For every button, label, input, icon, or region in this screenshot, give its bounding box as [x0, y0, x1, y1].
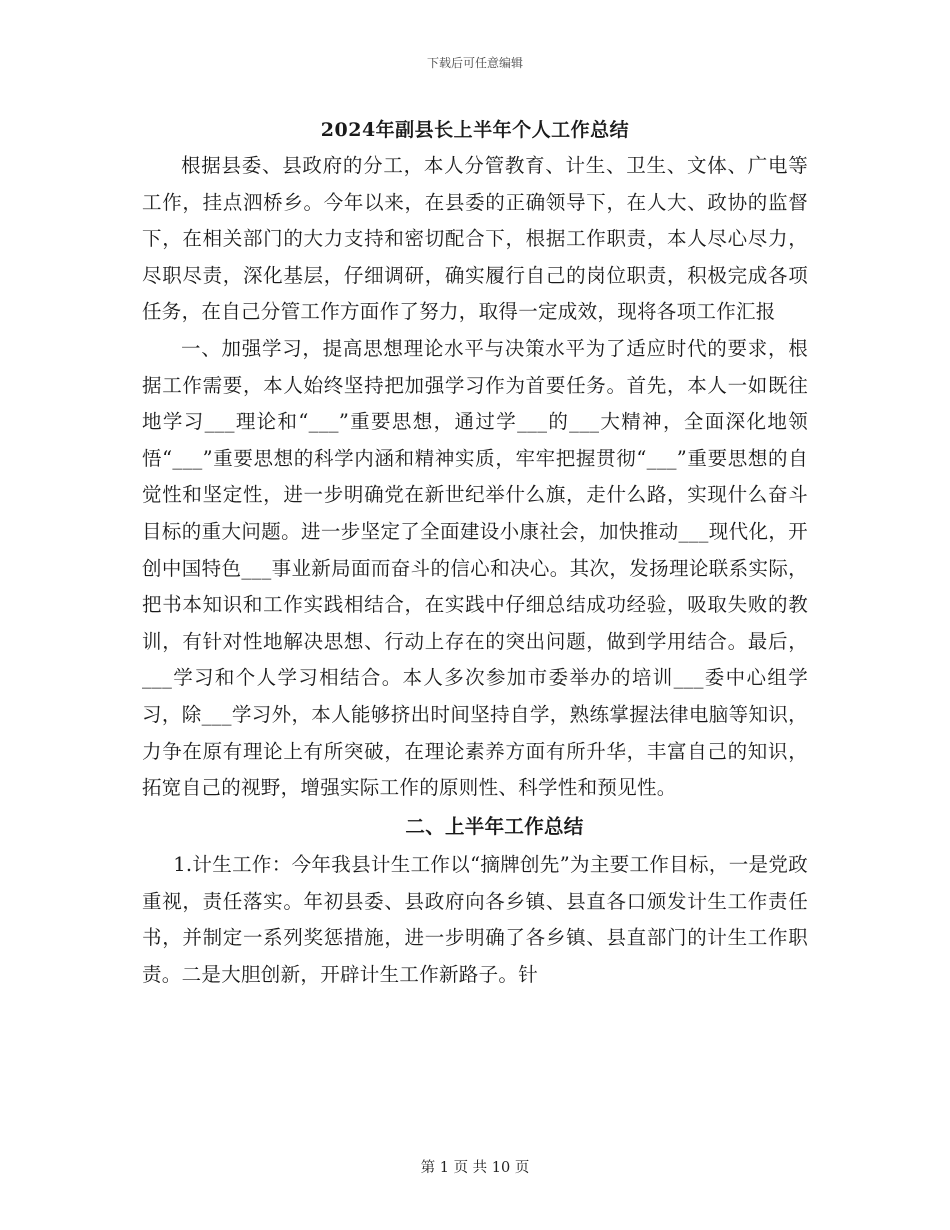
- page-footer: 第 1 页 共 10 页: [420, 1160, 530, 1176]
- document-body: [142, 148, 808, 994]
- section-heading-2: 二、上半年工作总结: [405, 814, 584, 838]
- paragraph-section-1: 一、加强学习，提高思想理论水平与决策水平为了适应时代的要求，根据工作需要，本人始终坚持把加强学习作为首要任务。首先，本人一如既往地学习___理论和“___”重要思想，通过学___的___大精神，全面深化地领悟“___”重要思想的科学内涵和精神实质，牢牢把握贯彻“___”重要思想的自觉性和坚定性，进一步明确党在新世纪举什么旗，走什么路，实现什么奋斗目标的重大问题。进一步坚定了全面建设小康社会，加快推动___现代化，开创中国特色___事业新局面而奋斗的信心和决心。其次，发扬理论联系实际，把书本知识和工作实践相结合，在实践中仔细总结成功经验，吸取失败的教训，有针对性地解决思想、行动上存在的突出问题，做到学用结合。最后，___学习和个人学习相结合。本人多次参加市委举办的培训___委中心组学习，除___学习外，本人能够挤出时间坚持自学，熟练掌握法律电脑等知识，力争在原有理论上有所突破，在理论素养方面有所升华，丰富自己的知识，拓宽自己的视野，增强实际工作的原则性、科学性和预见性。: [142, 336, 808, 800]
- header-note: 下载后可任意编辑: [426, 56, 523, 70]
- document-title: 2024年副县长上半年个人工作总结: [320, 119, 630, 141]
- paragraph-item-1: 1.计生工作：今年我县计生工作以“摘牌创先”为主要工作目标，一是党政重视，责任落实。年初县委、县政府向各乡镇、县直各口颁发计生工作责任书，并制定一系列奖惩措施，进一步明确了各乡镇、县直部门的计生工作职责。二是大胆创新，开辟计生工作新路子。针: [142, 853, 808, 987]
- paragraph-intro: 根据县委、县政府的分工，本人分管教育、计生、卫生、文体、广电等工作，挂点泗桥乡。今年以来，在县委的正确领导下，在人大、政协的监督下，在相关部门的大力支持和密切配合下，根据工作职责，本人尽心尽力，尽职尽责，深化基层，仔细调研，确实履行自己的岗位职责，积极完成各项任务，在自己分管工作方面作了努力，取得一定成效，现将各项工作汇报: [142, 154, 808, 324]
